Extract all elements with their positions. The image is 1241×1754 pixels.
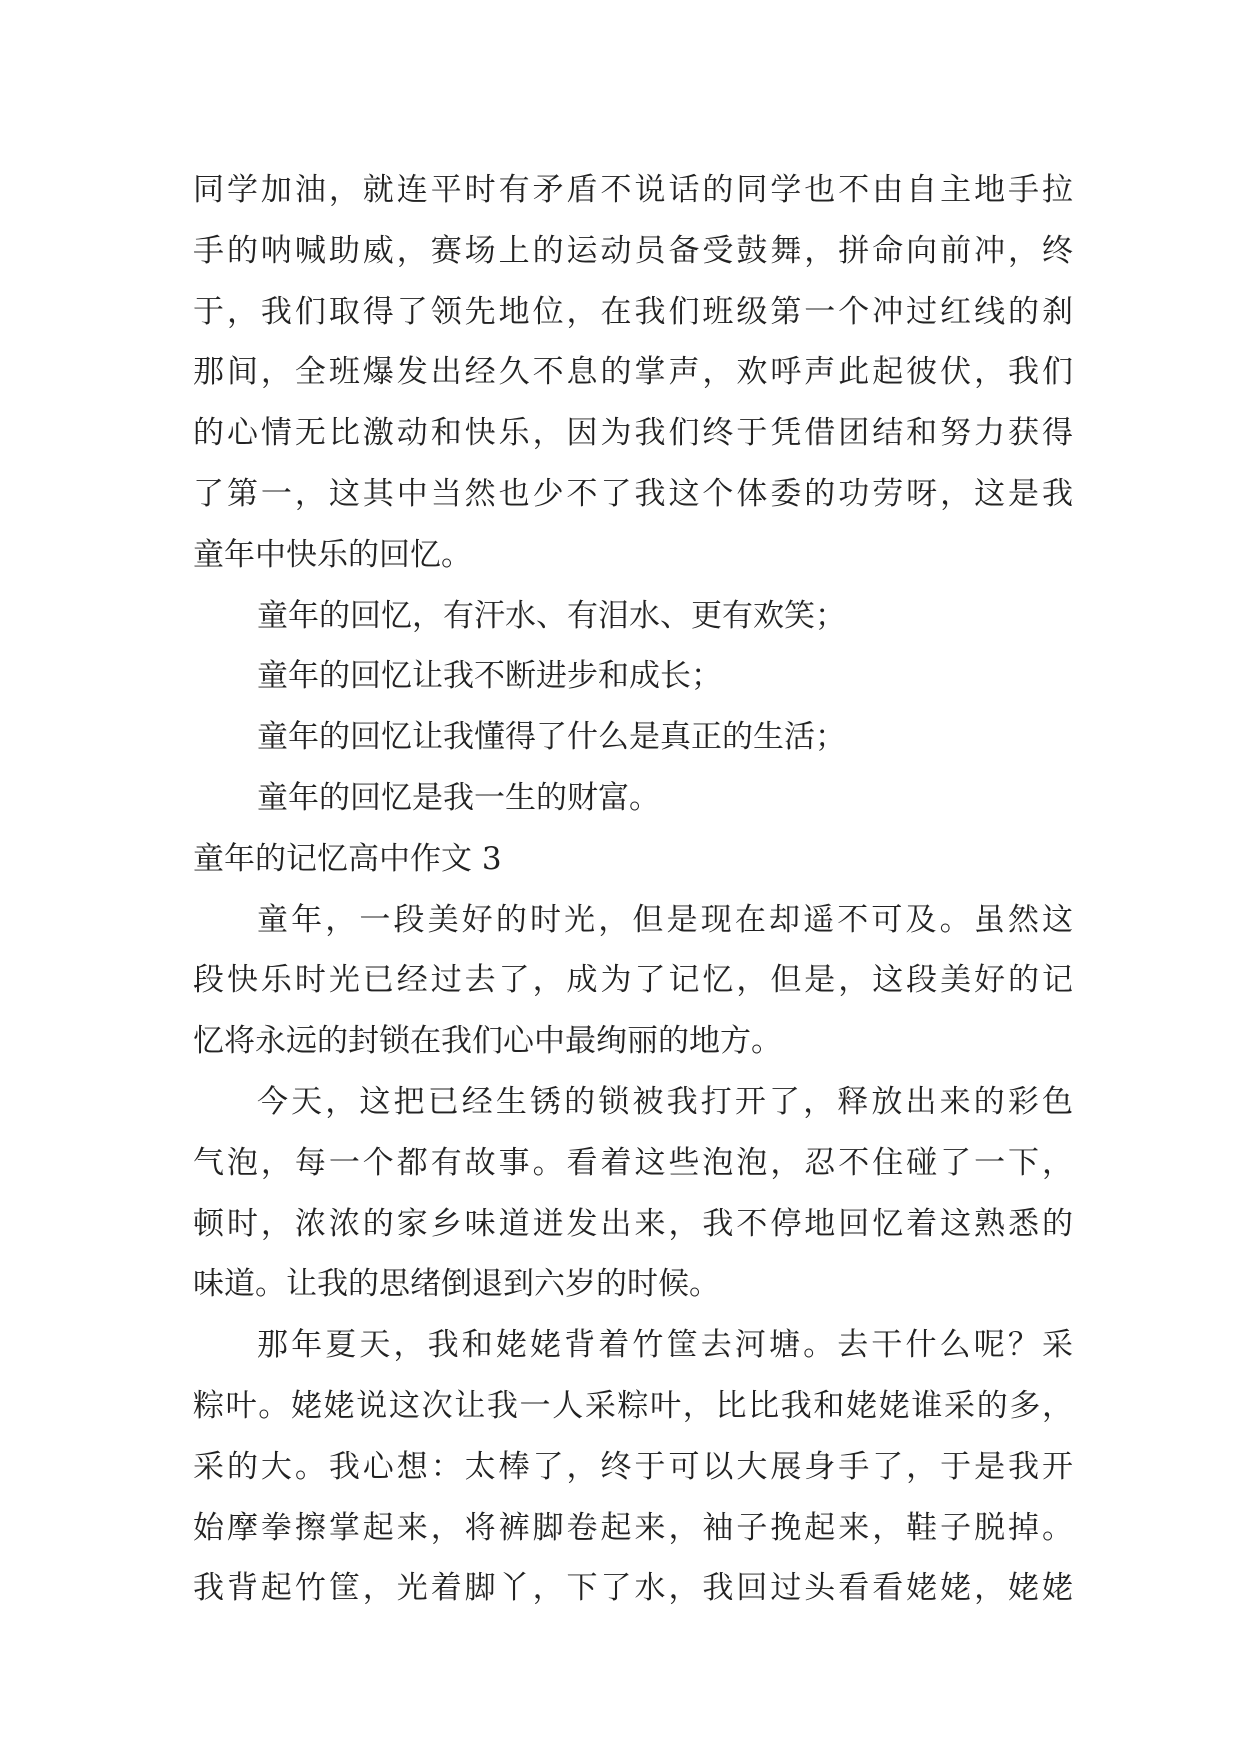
- section-heading: 童年的记忆高中作文 3: [193, 840, 502, 877]
- text-line: 顿时，浓浓的家乡味道迸发出来，我不停地回忆着这熟悉的: [193, 1205, 1073, 1242]
- text-line: 童年的回忆让我不断进步和成长；: [257, 658, 722, 695]
- text-line: 手的呐喊助威，赛场上的运动员备受鼓舞，拼命向前冲，终: [193, 232, 1073, 269]
- text-line: 童年中快乐的回忆。: [193, 536, 472, 573]
- text-line: 段快乐时光已经过去了，成为了记忆，但是，这段美好的记: [193, 962, 1073, 999]
- text-line: 气泡，每一个都有故事。看着这些泡泡，忍不住碰了一下，: [193, 1144, 1073, 1181]
- text-line: 童年的回忆是我一生的财富。: [257, 779, 660, 816]
- text-line: 于，我们取得了领先地位，在我们班级第一个冲过红线的刹: [193, 293, 1073, 330]
- text-line: 味道。让我的思绪倒退到六岁的时候。: [193, 1266, 720, 1303]
- text-line: 始摩拳擦掌起来，将裤脚卷起来，袖子挽起来，鞋子脱掉。: [193, 1509, 1073, 1546]
- text-line: 了第一，这其中当然也少不了我这个体委的功劳呀，这是我: [193, 475, 1073, 512]
- text-line: 那间，全班爆发出经久不息的掌声，欢呼声此起彼伏，我们: [193, 354, 1073, 391]
- text-line: 忆将永远的封锁在我们心中最绚丽的地方。: [193, 1023, 782, 1060]
- text-line: 童年的回忆，有汗水、有泪水、更有欢笑；: [257, 597, 846, 634]
- text-line: 采的大。我心想：太棒了，终于可以大展身手了，于是我开: [193, 1448, 1073, 1485]
- text-line: 童年的回忆让我懂得了什么是真正的生活；: [257, 719, 846, 756]
- text-line: 的心情无比激动和快乐，因为我们终于凭借团结和努力获得: [193, 415, 1073, 452]
- text-line: 我背起竹筐，光着脚丫，下了水，我回过头看看姥姥，姥姥: [193, 1570, 1073, 1607]
- document-body: [193, 160, 1073, 1619]
- text-line: 童年，一段美好的时光，但是现在却遥不可及。虽然这: [257, 901, 1073, 938]
- text-line: 今天，这把已经生锈的锁被我打开了，释放出来的彩色: [257, 1083, 1073, 1120]
- text-line: 同学加油，就连平时有矛盾不说话的同学也不由自主地手拉: [193, 172, 1073, 208]
- text-line: 那年夏天，我和姥姥背着竹筐去河塘。去干什么呢？采: [257, 1327, 1073, 1364]
- text-line: 粽叶。姥姥说这次让我一人采粽叶，比比我和姥姥谁采的多，: [193, 1387, 1073, 1424]
